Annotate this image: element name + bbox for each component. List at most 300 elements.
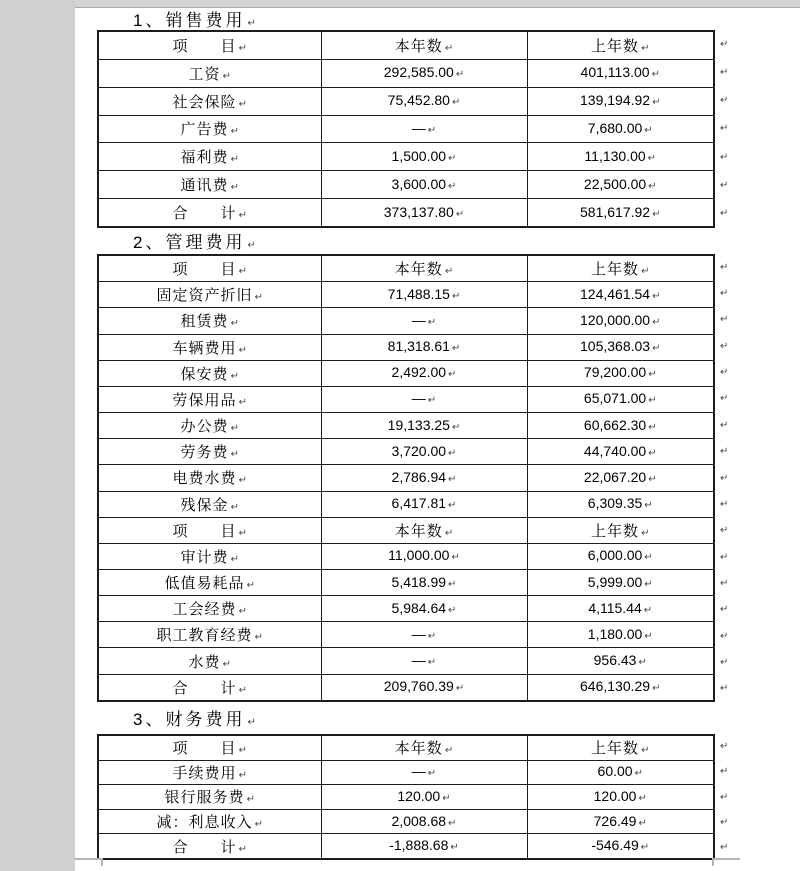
- end-of-cell-mark-icon: ↵: [450, 842, 459, 854]
- end-of-cell-mark-icon: ↵: [427, 657, 437, 669]
- section-title: [133, 228, 256, 250]
- table-cell: [321, 439, 527, 465]
- end-of-cell-mark-icon: ↵: [641, 42, 650, 54]
- table-row: [98, 674, 714, 701]
- end-of-cell-mark-icon: ↵: [448, 180, 457, 192]
- end-of-cell-mark-icon: ↵: [451, 290, 461, 302]
- table-cell: [321, 199, 527, 228]
- end-of-cell-mark-icon: ↵: [238, 843, 247, 855]
- cell-text: 105,368.03: [580, 338, 651, 355]
- cell-text: 车辆费用: [172, 339, 237, 357]
- table-cell: [321, 308, 527, 334]
- end-of-cell-mark-icon: ↵: [448, 369, 457, 381]
- table-cell: [527, 143, 714, 171]
- end-of-cell-mark-icon: ↵: [634, 768, 643, 780]
- table-row: [98, 569, 714, 595]
- table-header-row: [98, 735, 714, 760]
- cell-text: 上年数: [591, 261, 640, 279]
- end-of-row-mark-icon: ↵: [720, 288, 729, 300]
- table-cell: [527, 674, 714, 701]
- end-of-cell-mark-icon: ↵: [643, 604, 653, 616]
- end-of-row-mark-icon: ↵: [720, 604, 729, 616]
- table-row: [98, 491, 714, 517]
- cell-text: 6,309.35: [587, 495, 643, 512]
- end-of-cell-mark-icon: ↵: [448, 817, 457, 829]
- table-cell: [98, 809, 321, 834]
- end-of-row-mark-icon: ↵: [720, 314, 729, 326]
- text-boundary-mark-bottom-left: [75, 858, 103, 866]
- cell-text: 上年数: [591, 740, 640, 758]
- table-cell: [527, 115, 714, 143]
- end-of-cell-mark-icon: ↵: [648, 421, 657, 433]
- cell-text: 956.43: [593, 652, 637, 669]
- cell-text: 工会经费: [172, 601, 237, 619]
- end-of-row-mark-icon: ↵: [720, 525, 729, 537]
- table-cell: [98, 386, 321, 412]
- end-of-row-mark-icon: ↵: [720, 446, 729, 458]
- table-row: [98, 834, 714, 859]
- table-cell: [321, 809, 527, 834]
- cell-text: 水费: [188, 653, 221, 671]
- table-cell: [527, 834, 714, 859]
- cell-text: 75,452.80: [387, 92, 450, 109]
- end-of-cell-mark-icon: ↵: [230, 154, 239, 166]
- table-cell: [321, 760, 527, 785]
- end-of-cell-mark-icon: ↵: [652, 290, 661, 302]
- cell-text: 120,000.00: [580, 311, 651, 328]
- end-of-cell-mark-icon: ↵: [641, 527, 650, 539]
- table-cell: [527, 543, 714, 569]
- end-of-cell-mark-icon: ↵: [246, 794, 255, 806]
- table-cell: [321, 596, 527, 622]
- cell-text: 项 目: [172, 37, 237, 55]
- table-cell: [527, 386, 714, 412]
- cell-text: 合 计: [172, 205, 237, 222]
- cell-text: 19,133.25: [387, 416, 450, 433]
- end-of-cell-mark-icon: ↵: [230, 423, 239, 435]
- table-cell: [98, 87, 321, 115]
- end-of-cell-mark-icon: ↵: [448, 152, 457, 164]
- table-row: [98, 465, 714, 491]
- table-cell: [527, 255, 714, 282]
- end-of-cell-mark-icon: ↵: [254, 632, 263, 644]
- end-of-cell-mark-icon: ↵: [648, 473, 657, 485]
- table-cell: [527, 171, 714, 199]
- table-header-row: [98, 517, 714, 543]
- end-of-cell-mark-icon: ↵: [652, 683, 661, 695]
- table-header-row: [98, 31, 714, 59]
- table-cell: [527, 413, 714, 439]
- end-of-cell-mark-icon: ↵: [444, 527, 454, 539]
- table-cell: [98, 171, 321, 199]
- cell-text: 工资: [188, 65, 221, 83]
- cell-text: 3,600.00: [391, 175, 447, 192]
- table-cell: [98, 491, 321, 517]
- cell-text: 手续费用: [172, 764, 237, 782]
- end-of-cell-mark-icon: ↵: [644, 124, 653, 136]
- end-of-row-mark-icon: ↵: [720, 472, 729, 484]
- end-of-row-mark-icon: ↵: [720, 151, 729, 163]
- cell-text: 通讯费: [180, 177, 229, 195]
- table-row: [98, 308, 714, 334]
- table-cell: [527, 31, 714, 59]
- section-title: [133, 6, 256, 28]
- cell-text: 福利费: [180, 149, 229, 167]
- table-cell: [321, 31, 527, 59]
- end-of-row-mark-icon: ↵: [720, 766, 729, 778]
- cell-text: 项 目: [172, 740, 237, 758]
- cell-text: 6,000.00: [587, 547, 643, 564]
- end-of-row-mark-icon: ↵: [720, 657, 729, 669]
- end-of-cell-mark-icon: ↵: [652, 343, 661, 355]
- end-of-cell-mark-icon: ↵: [222, 658, 231, 670]
- cell-text: 银行服务费: [164, 789, 245, 807]
- cell-text: 22,500.00: [583, 175, 647, 192]
- end-of-cell-mark-icon: ↵: [238, 266, 247, 278]
- end-of-cell-mark-icon: ↵: [238, 98, 247, 110]
- end-of-row-mark-icon: ↵: [720, 791, 729, 803]
- end-of-cell-mark-icon: ↵: [451, 421, 461, 433]
- cell-text: 44,740.00: [583, 442, 647, 459]
- table-row: [98, 413, 714, 439]
- table-cell: [321, 543, 527, 569]
- end-of-cell-mark-icon: ↵: [442, 792, 451, 804]
- cell-text: 合 计: [172, 838, 237, 856]
- end-of-cell-mark-icon: ↵: [444, 266, 454, 278]
- cell-text: 上年数: [591, 37, 640, 55]
- cell-text: 5,984.64: [391, 599, 447, 616]
- table-row: [98, 622, 714, 648]
- end-of-row-mark-icon: ↵: [720, 630, 729, 642]
- end-of-row-mark-icon: ↵: [720, 577, 729, 589]
- table-cell: [321, 59, 527, 87]
- end-of-cell-mark-icon: ↵: [652, 97, 661, 109]
- table-cell: [98, 596, 321, 622]
- end-of-cell-mark-icon: ↵: [444, 42, 454, 54]
- cell-text: 社会保险: [172, 93, 237, 111]
- window-chrome-left: [0, 0, 75, 871]
- table-row: [98, 334, 714, 360]
- cell-text: 60.00: [597, 763, 633, 780]
- cell-text: 本年数: [394, 37, 443, 55]
- table-cell: [321, 785, 527, 810]
- end-of-cell-mark-icon: ↵: [427, 124, 437, 136]
- cell-text: 65,071.00: [583, 390, 647, 407]
- cell-text: 373,137.80: [383, 203, 454, 220]
- end-of-cell-mark-icon: ↵: [230, 370, 239, 382]
- end-of-cell-mark-icon: ↵: [638, 817, 647, 829]
- table-cell: [527, 648, 714, 674]
- cell-text: 120.00: [593, 787, 637, 804]
- paragraph-mark-icon: ↵: [247, 18, 256, 29]
- cell-text: 低值易耗品: [164, 575, 245, 593]
- end-of-cell-mark-icon: ↵: [448, 473, 457, 485]
- table-cell: [98, 622, 321, 648]
- end-of-cell-mark-icon: ↵: [427, 768, 437, 780]
- cell-text: 139,194.92: [580, 92, 651, 109]
- table-cell: [321, 282, 527, 308]
- table-cell: [98, 648, 321, 674]
- cell-text: 2,492.00: [391, 364, 447, 381]
- table-cell: [321, 491, 527, 517]
- table-row: [98, 115, 714, 143]
- end-of-cell-mark-icon: ↵: [230, 501, 239, 513]
- cell-text: 本年数: [394, 522, 443, 540]
- end-of-cell-mark-icon: ↵: [254, 292, 263, 304]
- end-of-cell-mark-icon: ↵: [230, 449, 239, 461]
- end-of-cell-mark-icon: ↵: [455, 69, 465, 81]
- section-title-text: 3、财务费用: [133, 710, 246, 729]
- table-cell: [98, 334, 321, 360]
- end-of-cell-mark-icon: ↵: [427, 316, 437, 328]
- table-cell: [527, 439, 714, 465]
- end-of-cell-mark-icon: ↵: [254, 819, 263, 831]
- end-of-row-mark-icon: ↵: [720, 841, 729, 853]
- cell-text: 124,461.54: [580, 285, 651, 302]
- table-cell: [527, 760, 714, 785]
- end-of-cell-mark-icon: ↵: [230, 553, 239, 565]
- cell-text: 5,999.00: [587, 573, 643, 590]
- end-of-cell-mark-icon: ↵: [640, 842, 650, 854]
- expense-table: [97, 254, 715, 702]
- end-of-cell-mark-icon: ↵: [238, 606, 247, 618]
- table-cell: [527, 199, 714, 228]
- table-cell: [321, 622, 527, 648]
- table-cell: [98, 143, 321, 171]
- cell-text: 81,318.61: [387, 338, 450, 355]
- table-cell: [321, 171, 527, 199]
- end-of-row-mark-icon: ↵: [720, 66, 729, 78]
- table-cell: [321, 143, 527, 171]
- cell-text: 审计费: [180, 548, 229, 566]
- end-of-cell-mark-icon: ↵: [230, 318, 239, 330]
- cell-text: 项 目: [172, 261, 237, 279]
- end-of-row-mark-icon: ↵: [720, 180, 729, 192]
- table-row: [98, 785, 714, 810]
- cell-text: —: [411, 311, 426, 328]
- end-of-cell-mark-icon: ↵: [644, 552, 653, 564]
- end-of-cell-mark-icon: ↵: [238, 527, 247, 539]
- end-of-cell-mark-icon: ↵: [638, 657, 647, 669]
- cell-text: 11,000.00: [388, 547, 450, 564]
- end-of-cell-mark-icon: ↵: [238, 745, 247, 757]
- end-of-cell-mark-icon: ↵: [238, 396, 247, 408]
- table-cell: [98, 735, 321, 760]
- section-title-text: 2、管理费用: [133, 233, 246, 252]
- table-cell: [527, 569, 714, 595]
- expense-table: [97, 30, 715, 228]
- end-of-cell-mark-icon: ↵: [638, 792, 647, 804]
- table-cell: [98, 308, 321, 334]
- table-cell: [98, 31, 321, 59]
- table-cell: [527, 809, 714, 834]
- cell-text: 646,130.29: [580, 678, 651, 695]
- table-cell: [321, 115, 527, 143]
- end-of-row-mark-icon: ↵: [720, 741, 729, 753]
- table-cell: [527, 282, 714, 308]
- cell-text: 11,130.00: [584, 147, 646, 164]
- table-cell: [98, 199, 321, 228]
- end-of-row-mark-icon: ↵: [720, 816, 729, 828]
- end-of-cell-mark-icon: ↵: [246, 580, 255, 592]
- cell-text: 2,786.94: [391, 468, 447, 485]
- table-cell: [98, 439, 321, 465]
- table-cell: [98, 282, 321, 308]
- table-cell: [321, 413, 527, 439]
- cell-text: -1,888.68: [389, 837, 449, 854]
- cell-text: —: [411, 652, 426, 669]
- end-of-cell-mark-icon: ↵: [641, 745, 650, 757]
- cell-text: 1,500.00: [391, 147, 447, 164]
- table-cell: [527, 360, 714, 386]
- table-cell: [527, 491, 714, 517]
- cell-text: 7,680.00: [587, 119, 643, 136]
- table-row: [98, 809, 714, 834]
- cell-text: 60,662.30: [583, 416, 647, 433]
- cell-text: 上年数: [591, 522, 640, 540]
- table-cell: [98, 413, 321, 439]
- end-of-cell-mark-icon: ↵: [648, 180, 657, 192]
- cell-text: 办公费: [180, 418, 229, 436]
- table-row: [98, 596, 714, 622]
- cell-text: 电费水费: [172, 470, 237, 488]
- table-row: [98, 760, 714, 785]
- end-of-cell-mark-icon: ↵: [641, 266, 650, 278]
- cell-text: 减：利息收入: [156, 814, 253, 832]
- cell-text: 22,067.20: [583, 468, 647, 485]
- end-of-cell-mark-icon: ↵: [238, 42, 247, 54]
- table-cell: [98, 360, 321, 386]
- end-of-cell-mark-icon: ↵: [644, 630, 653, 642]
- table-cell: [321, 648, 527, 674]
- table-row: [98, 59, 714, 87]
- end-of-cell-mark-icon: ↵: [648, 369, 657, 381]
- table-cell: [321, 735, 527, 760]
- cell-text: 项 目: [172, 522, 237, 540]
- end-of-cell-mark-icon: ↵: [647, 152, 657, 164]
- end-of-cell-mark-icon: ↵: [648, 395, 657, 407]
- end-of-row-mark-icon: ↵: [720, 261, 729, 273]
- end-of-row-mark-icon: ↵: [720, 419, 729, 431]
- cell-text: 726.49: [593, 812, 637, 829]
- table-cell: [98, 543, 321, 569]
- end-of-cell-mark-icon: ↵: [230, 126, 239, 138]
- table-cell: [321, 386, 527, 412]
- end-of-row-mark-icon: ↵: [720, 123, 729, 135]
- paragraph-mark-icon: ↵: [247, 717, 256, 728]
- cell-text: 6,417.81: [391, 495, 447, 512]
- table-row: [98, 439, 714, 465]
- end-of-row-mark-icon: ↵: [720, 393, 729, 405]
- table-cell: [527, 785, 714, 810]
- table-cell: [321, 255, 527, 282]
- table-cell: [321, 517, 527, 543]
- end-of-row-mark-icon: ↵: [720, 498, 729, 510]
- table-cell: [527, 334, 714, 360]
- cell-text: 3,720.00: [391, 442, 447, 459]
- end-of-row-mark-icon: ↵: [720, 551, 729, 563]
- end-of-cell-mark-icon: ↵: [644, 500, 653, 512]
- cell-text: 292,585.00: [383, 64, 454, 81]
- table-cell: [527, 596, 714, 622]
- table-cell: [98, 465, 321, 491]
- cell-text: 固定资产折旧: [156, 287, 253, 305]
- end-of-row-marks: [720, 254, 738, 702]
- end-of-cell-mark-icon: ↵: [455, 683, 465, 695]
- cell-text: 79,200.00: [583, 364, 647, 381]
- end-of-cell-mark-icon: ↵: [222, 70, 231, 82]
- end-of-cell-mark-icon: ↵: [230, 182, 239, 194]
- end-of-cell-mark-icon: ↵: [451, 97, 461, 109]
- cell-text: 4,115.44: [588, 599, 642, 616]
- cell-text: 120.00: [397, 787, 441, 804]
- cell-text: 71,488.15: [387, 285, 450, 302]
- table-cell: [527, 308, 714, 334]
- table-row: [98, 543, 714, 569]
- table-header-row: [98, 255, 714, 282]
- table-cell: [527, 735, 714, 760]
- cell-text: —: [411, 763, 426, 780]
- cell-text: 5,418.99: [391, 573, 447, 590]
- end-of-cell-mark-icon: ↵: [444, 745, 454, 757]
- table-cell: [527, 87, 714, 115]
- table-cell: [321, 360, 527, 386]
- end-of-cell-mark-icon: ↵: [648, 447, 657, 459]
- table-cell: [321, 674, 527, 701]
- end-of-row-mark-icon: ↵: [720, 38, 729, 50]
- paragraph-mark-icon: ↵: [247, 240, 256, 251]
- end-of-cell-mark-icon: ↵: [238, 769, 247, 781]
- table-cell: [321, 569, 527, 595]
- table-cell: [98, 517, 321, 543]
- table-cell: [527, 517, 714, 543]
- table-cell: [98, 834, 321, 859]
- end-of-row-mark-icon: ↵: [720, 95, 729, 107]
- table-cell: [98, 785, 321, 810]
- end-of-cell-mark-icon: ↵: [448, 500, 457, 512]
- cell-text: 1,180.00: [587, 625, 643, 642]
- end-of-cell-mark-icon: ↵: [427, 395, 437, 407]
- end-of-row-mark-icon: ↵: [720, 340, 729, 352]
- end-of-row-marks: [720, 734, 738, 860]
- cell-text: 本年数: [394, 740, 443, 758]
- end-of-cell-mark-icon: ↵: [448, 447, 457, 459]
- end-of-cell-mark-icon: ↵: [652, 208, 661, 220]
- table-cell: [321, 87, 527, 115]
- end-of-cell-mark-icon: ↵: [238, 475, 247, 487]
- end-of-cell-mark-icon: ↵: [238, 210, 247, 221]
- cell-text: 残保金: [180, 496, 229, 514]
- cell-text: 劳保用品: [172, 391, 237, 409]
- cell-text: 职工教育经费: [156, 627, 253, 645]
- table-row: [98, 282, 714, 308]
- table-cell: [527, 622, 714, 648]
- end-of-row-mark-icon: ↵: [720, 683, 729, 695]
- section-title-text: 1、销售费用: [133, 11, 246, 30]
- cell-text: —: [411, 625, 426, 642]
- cell-text: 581,617.92: [580, 203, 651, 220]
- cell-text: 保安费: [180, 365, 229, 383]
- table-row: [98, 143, 714, 171]
- expense-table: [97, 734, 715, 860]
- cell-text: 合 计: [172, 679, 237, 697]
- cell-text: —: [411, 390, 426, 407]
- end-of-cell-mark-icon: ↵: [448, 578, 457, 590]
- cell-text: -546.49: [591, 837, 639, 854]
- text-boundary-mark-bottom-right: [712, 858, 740, 866]
- end-of-row-mark-icon: ↵: [720, 208, 729, 220]
- table-row: [98, 648, 714, 674]
